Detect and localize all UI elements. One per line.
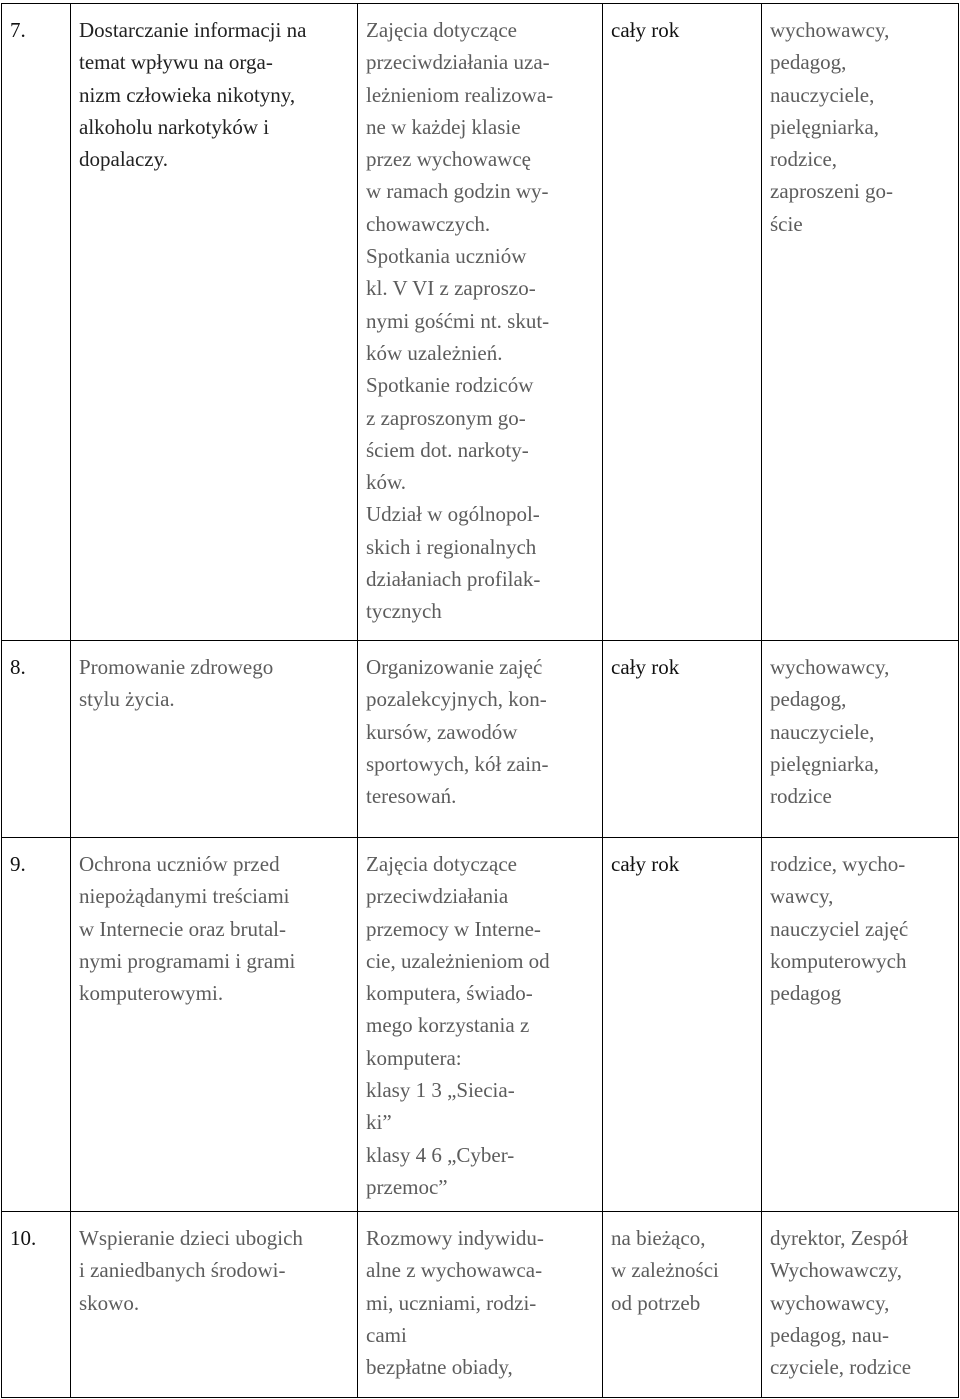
responsible-cell: rodzice, wycho- wawcy, nauczyciel zajęć komputerowych pedagog xyxy=(762,838,959,1212)
time-cell: cały rok xyxy=(603,4,762,641)
goal-cell: Dostarczanie informacji na temat wpływu na orga- nizm człowieka nikotyny, alkoholu narkotyków i dopalaczy. xyxy=(71,4,358,641)
row-number: 7. xyxy=(2,4,71,641)
time-cell: cały rok xyxy=(603,641,762,838)
tasks-cell: Zajęcia dotyczące przeciwdziałania uza- leżnieniom realizowa- ne w każdej klasie przez wychowawcę w ramach godzin wy- chowawczych. Spotkania uczniów kl. V VI z zaproszo- nymi gośćmi nt. skut- ków uzależnień. Spotkanie rodziców z zaproszonym go- ściem dot. narkoty- ków. Udział w ogólnopol- skich i regionalnych działaniach profilak- tycznych xyxy=(358,4,603,641)
goal-cell: Promowanie zdrowego stylu życia. xyxy=(71,641,358,838)
goal-cell: Ochrona uczniów przed niepożądanymi treściami w Internecie oraz brutal- nymi programami i grami komputerowymi. xyxy=(71,838,358,1212)
responsible-cell: dyrektor, Zespół Wychowawczy, wychowawcy, pedagog, nau- czyciele, rodzice xyxy=(762,1212,959,1398)
table-row xyxy=(2,1212,959,1398)
row-number: 10. xyxy=(2,1212,71,1398)
table-row xyxy=(2,838,959,1212)
row-number: 9. xyxy=(2,838,71,1212)
tasks-cell: Organizowanie zajęć pozalekcyjnych, kon- kursów, zawodów sportowych, kół zain- teresowań. xyxy=(358,641,603,838)
time-cell: na bieżąco, w zależności od potrzeb xyxy=(603,1212,762,1398)
responsible-cell: wychowawcy, pedagog, nauczyciele, pielęgniarka, rodzice xyxy=(762,641,959,838)
responsible-cell: wychowawcy, pedagog, nauczyciele, pielęgniarka, rodzice, zaproszeni go- ście xyxy=(762,4,959,641)
table-row xyxy=(2,641,959,838)
tasks-cell: Rozmowy indywidu- alne z wychowawca- mi, uczniami, rodzi- cami bezpłatne obiady, xyxy=(358,1212,603,1398)
tasks-cell: Zajęcia dotyczące przeciwdziałania przemocy w Interne- cie, uzależnieniom od komputera, świado- mego korzystania z komputera: klasy 1 3 „Siecia- ki” klasy 4 6 „Cyber- przemoc” xyxy=(358,838,603,1212)
row-number: 8. xyxy=(2,641,71,838)
goal-cell: Wspieranie dzieci ubogich i zaniedbanych środowi- skowo. xyxy=(71,1212,358,1398)
plan-table xyxy=(1,3,959,1398)
table-row xyxy=(2,4,959,641)
time-cell: cały rok xyxy=(603,838,762,1212)
